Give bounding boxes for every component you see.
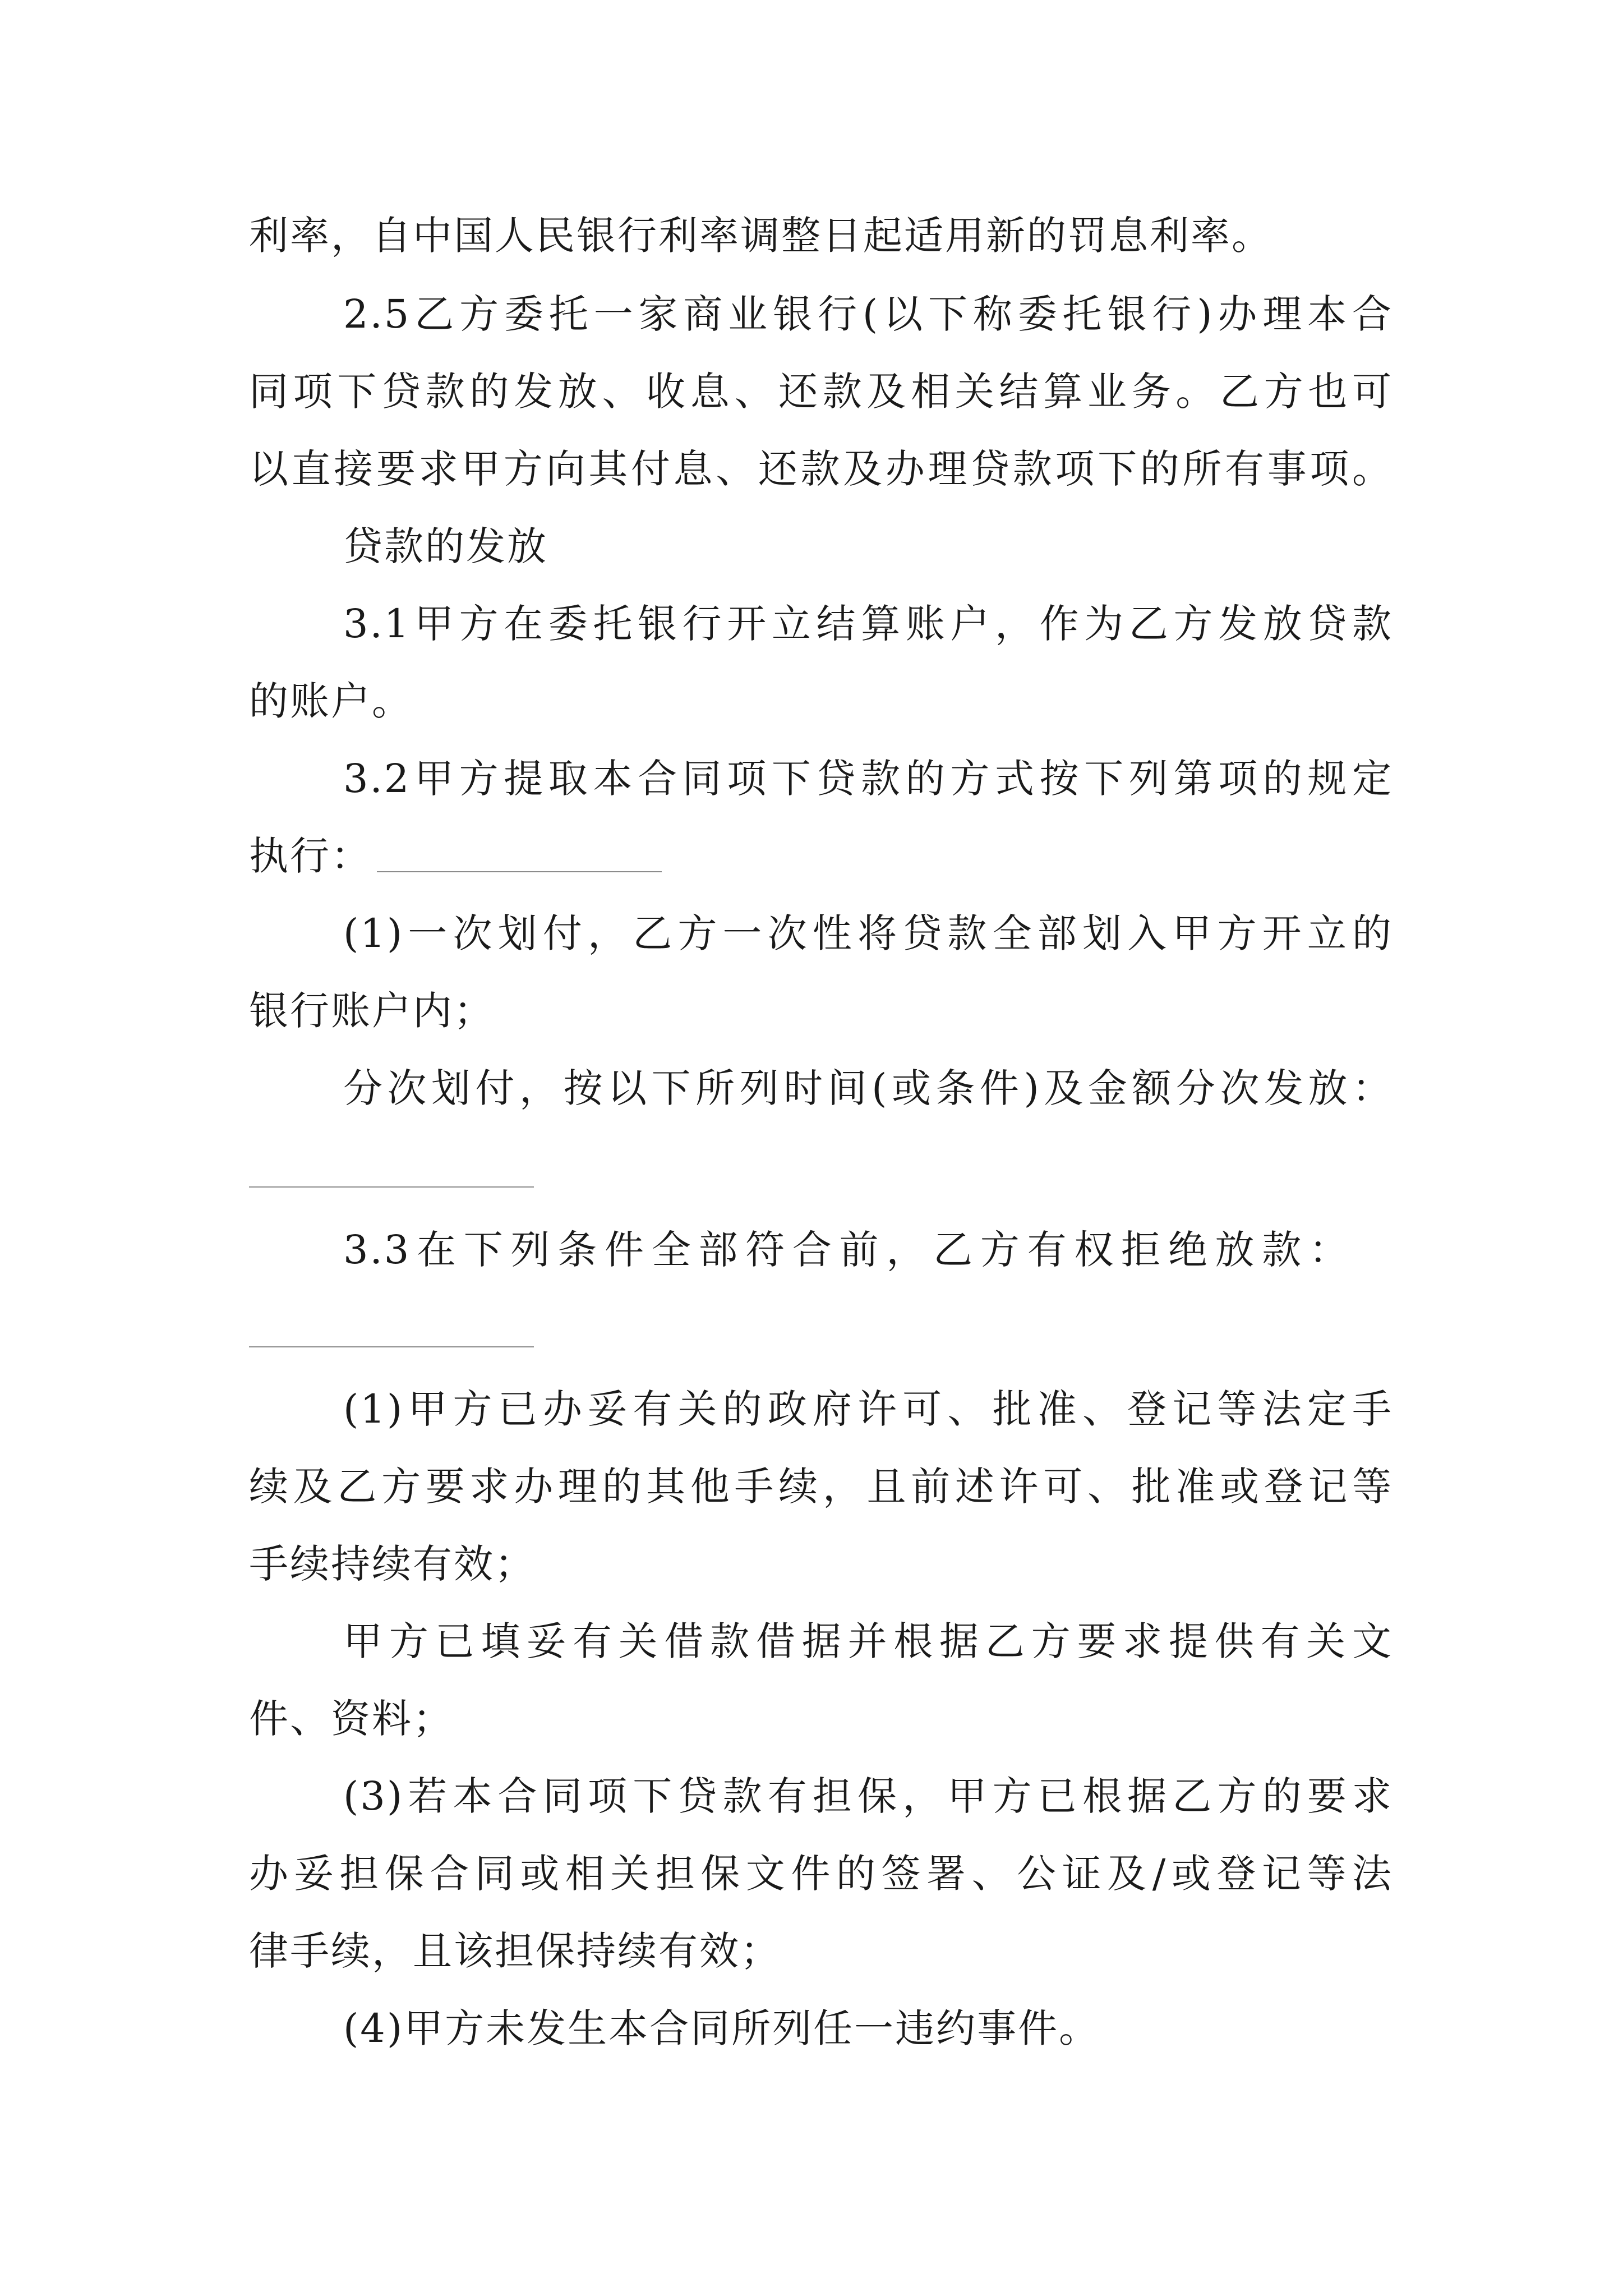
clause-3-1-line: 3.1甲方在委托银行开立结算账户，作为乙方发放贷款	[343, 601, 1393, 647]
item-1-line: (1)一次划付，乙方一次性将贷款全部划入甲方开立的	[343, 910, 1393, 956]
fill-in-blank	[377, 871, 662, 872]
paragraph-line: 执行：	[249, 833, 372, 879]
clause-3-2-line: 3.2甲方提取本合同项下贷款的方式按下列第项的规定	[343, 756, 1393, 802]
section-heading: 贷款的发放	[343, 523, 548, 569]
paragraph-line: 续及乙方要求办理的其他手续，且前述许可、批准或登记等	[249, 1464, 1393, 1510]
clause-2-5-line: 2.5乙方委托一家商业银行(以下称委托银行)办理本合	[343, 291, 1393, 337]
fill-in-blank	[249, 1346, 534, 1347]
paragraph-line: 银行账户内；	[249, 988, 495, 1034]
paragraph-line: 办妥担保合同或相关担保文件的签署、公证及/或登记等法	[249, 1851, 1393, 1897]
paragraph-line: 利率，自中国人民银行利率调整日起适用新的罚息利率。	[249, 213, 1272, 259]
item-1-line: (1)甲方已办妥有关的政府许可、批准、登记等法定手	[343, 1386, 1393, 1432]
paragraph-line: 的账户。	[249, 678, 413, 724]
fill-in-blank	[249, 1186, 534, 1188]
paragraph-line: 律手续，且该担保持续有效；	[249, 1928, 781, 1974]
paragraph-line: 件、资料；	[249, 1696, 454, 1742]
paragraph-line: 甲方已填妥有关借款借据并根据乙方要求提供有关文	[343, 1618, 1393, 1664]
paragraph-line: 手续持续有效；	[249, 1541, 536, 1587]
paragraph-line: 以直接要求甲方向其付息、还款及办理贷款项下的所有事项。	[249, 446, 1393, 492]
clause-3-3-line: 3.3在下列条件全部符合前，乙方有权拒绝放款：	[343, 1227, 1350, 1273]
item-4-line: (4)甲方未发生本合同所列任一违约事件。	[343, 2005, 1100, 2051]
item-3-line: (3)若本合同项下贷款有担保，甲方已根据乙方的要求	[343, 1773, 1393, 1819]
paragraph-line: 同项下贷款的发放、收息、还款及相关结算业务。乙方也可	[249, 369, 1393, 415]
paragraph-line: 分次划付，按以下所列时间(或条件)及金额分次发放：	[343, 1065, 1393, 1111]
